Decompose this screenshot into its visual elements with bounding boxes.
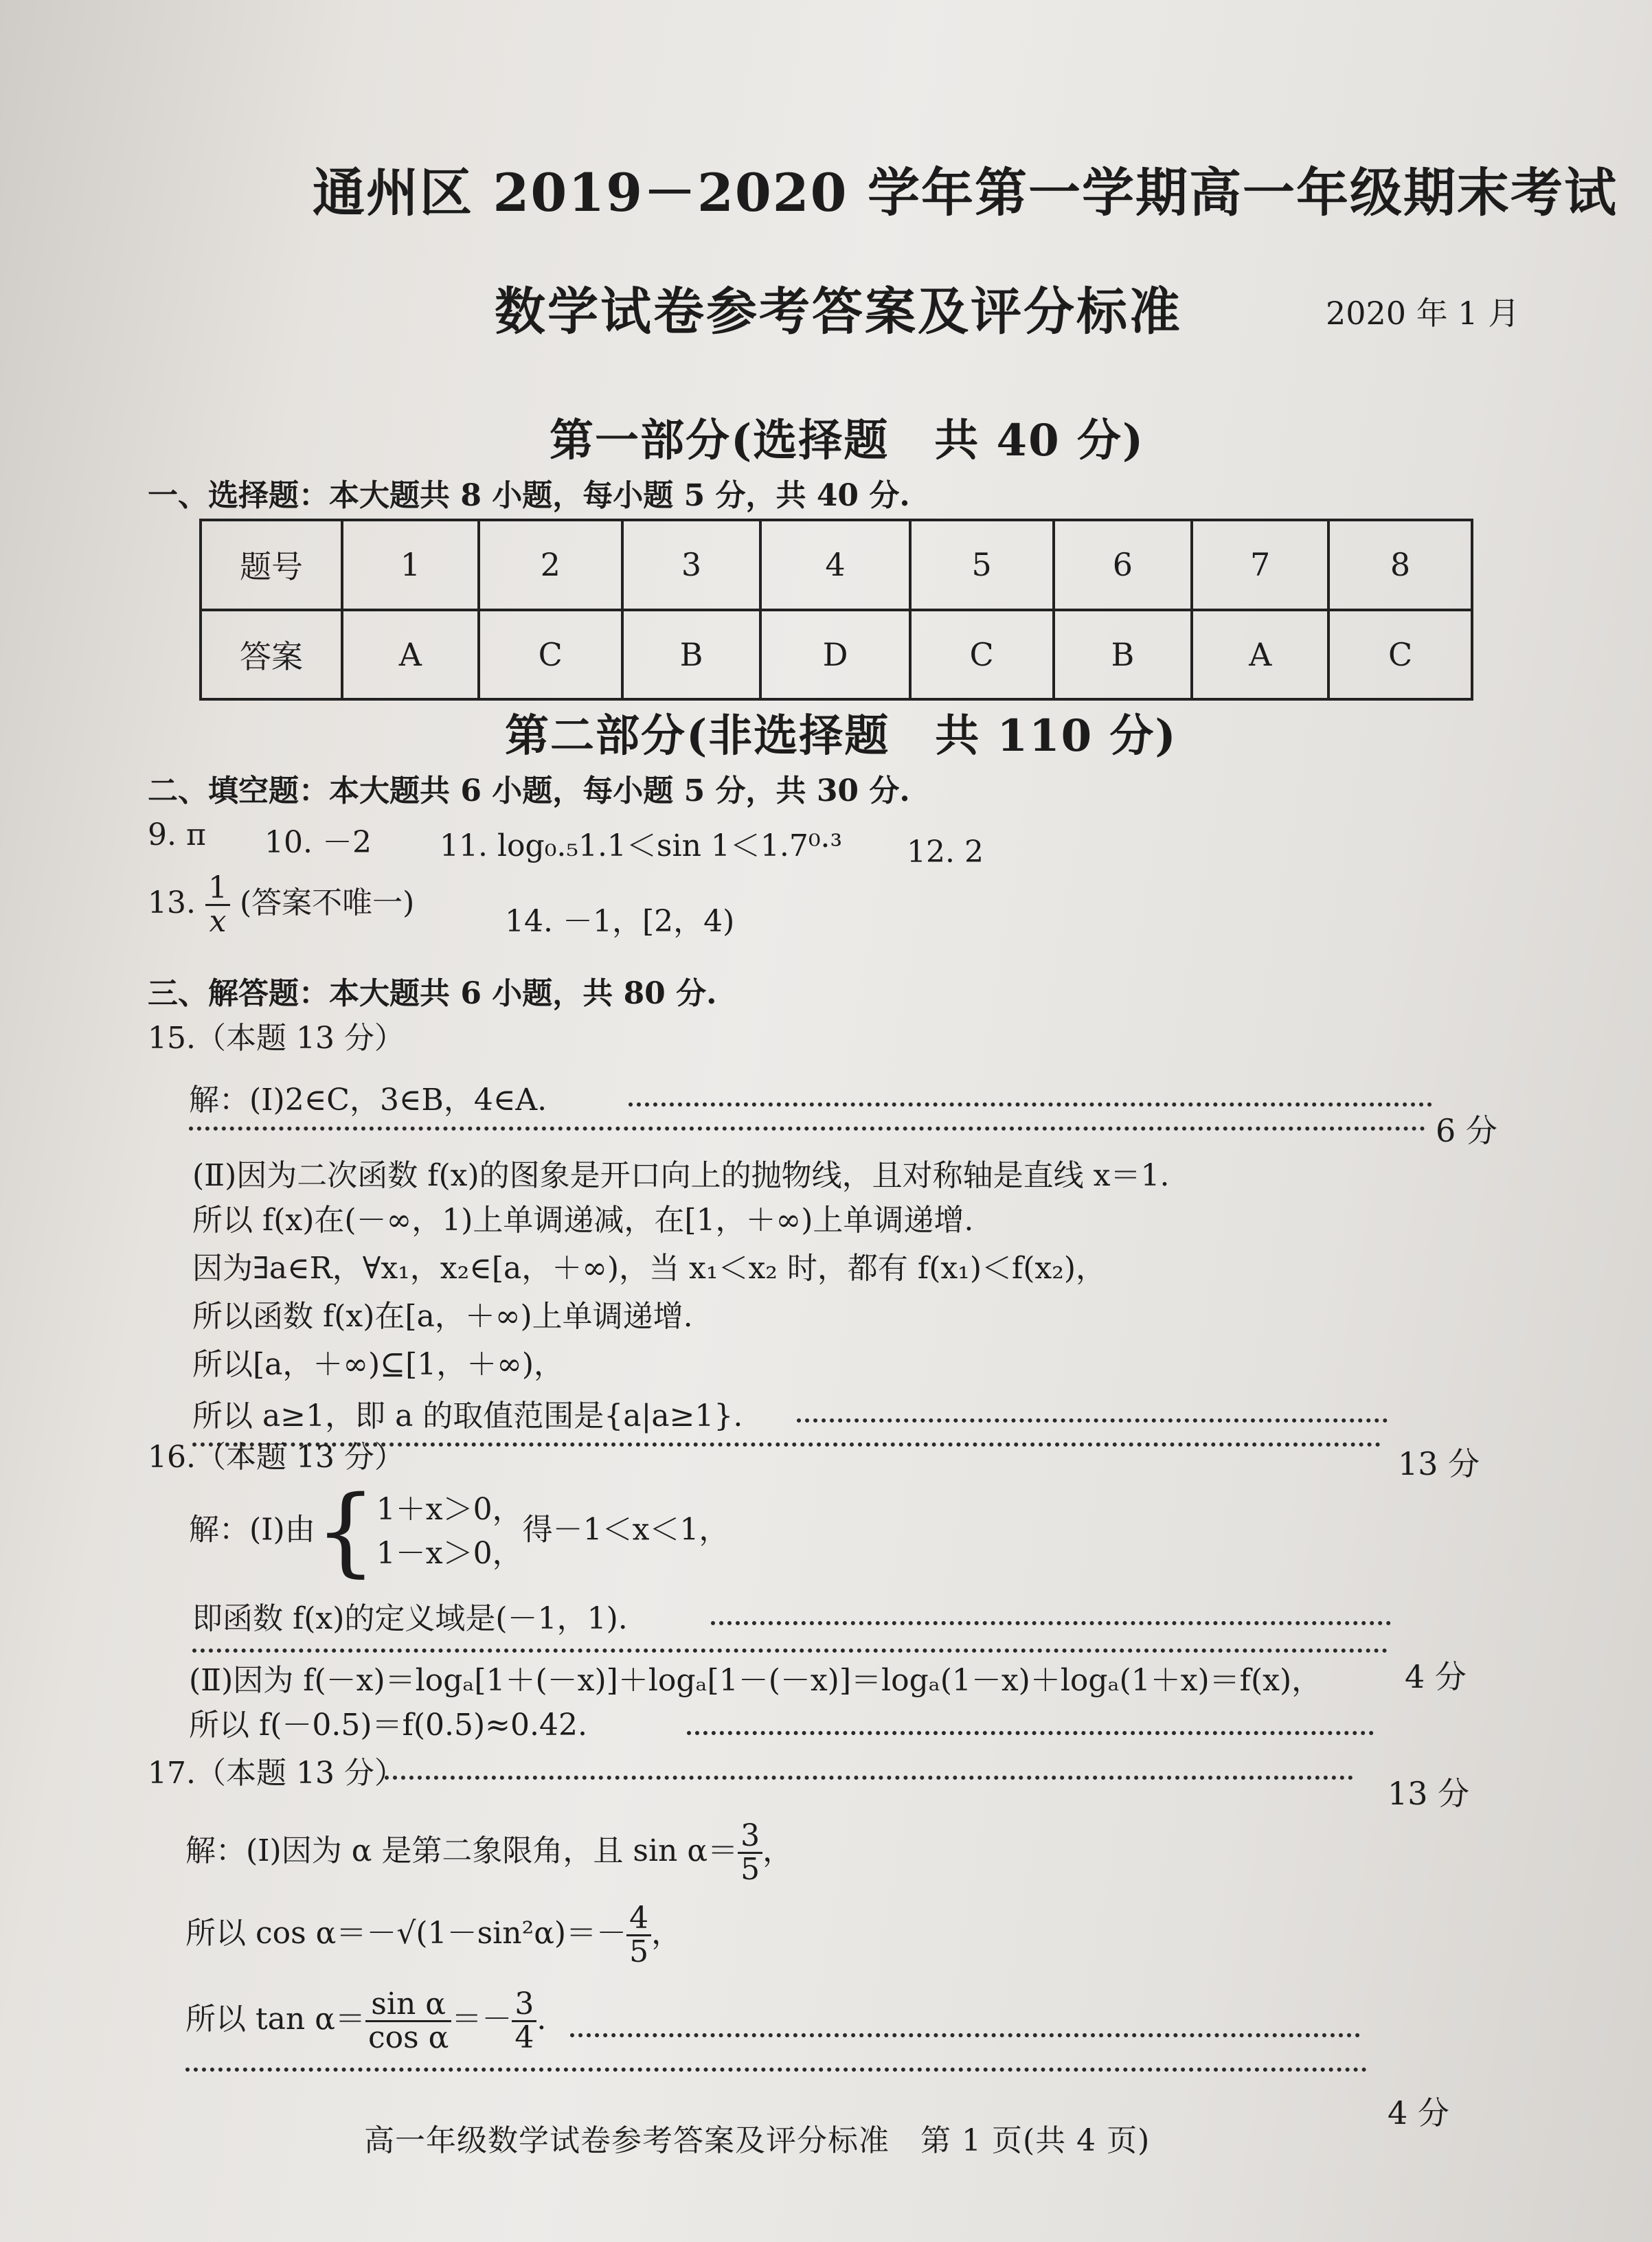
fraction — [626, 1903, 651, 1968]
table-cell: C — [910, 610, 1054, 700]
fraction-numerator: 1 — [205, 872, 230, 906]
q17-text: ， — [651, 1916, 682, 1951]
document-date: 2020 年 1 月 — [1326, 295, 1520, 332]
fraction-numerator: 4 — [626, 1903, 651, 1936]
q17-text: 所以 cos α＝－√(1－sin²α)＝－ — [185, 1916, 627, 1951]
fraction-numerator: 3 — [738, 1820, 762, 1854]
table-header-number: 题号 — [201, 520, 342, 610]
multiple-choice-section-label: 一、选择题：本大题共 8 小题，每小题 5 分，共 40 分. — [148, 478, 910, 513]
q15-line: 所以 a≥1，即 a 的取值范围是{a|a≥1}. — [192, 1399, 743, 1434]
score-mark: 6 分 — [1436, 1112, 1497, 1149]
q17-text: . — [536, 2002, 547, 2037]
table-cell: C — [1328, 610, 1472, 700]
dotted-leader — [711, 1621, 1391, 1625]
dotted-leader — [629, 1102, 1432, 1107]
q15-line: 所以[a，＋∞)⊆[1，＋∞)， — [192, 1347, 565, 1382]
fill-in-section-label: 二、填空题：本大题共 6 小题，每小题 5 分，共 30 分. — [148, 773, 910, 808]
q16-prefix: 解：(Ⅰ)由 — [189, 1512, 315, 1548]
table-cell: A — [1192, 610, 1328, 700]
table-row — [201, 610, 1472, 700]
answer-14: 14. －1，[2，4) — [505, 904, 735, 939]
document-title: 数学试卷参考答案及评分标准 — [495, 282, 1182, 341]
q17-text: ＝－ — [451, 2002, 512, 2037]
q17-text: 所以 tan α＝ — [185, 2002, 365, 2037]
fraction-denominator: cos α — [367, 2020, 449, 2056]
part2-heading: 第二部分(非选择题 共 110 分) — [505, 710, 1177, 762]
answer-13-note: (答案不唯一) — [239, 885, 415, 921]
fraction-denominator: 5 — [629, 1934, 649, 1970]
q15-line: 所以 f(x)在(－∞，1)上单调递减，在[1，＋∞)上单调递增. — [192, 1203, 974, 1238]
fraction-denominator: 4 — [514, 2020, 534, 2056]
answer-11: 11. log₀.₅1.1＜sin 1＜1.7⁰·³ — [440, 828, 843, 863]
q17-line — [185, 1820, 793, 1886]
q16-line: 即函数 f(x)的定义域是(－1，1). — [192, 1601, 628, 1636]
page-footer: 高一年级数学试卷参考答案及评分标准 第 1 页(共 4 页) — [364, 2123, 1151, 2158]
q16-line — [189, 1475, 729, 1587]
score-mark: 4 分 — [1388, 2094, 1449, 2131]
table-cell: 8 — [1328, 520, 1472, 610]
score-mark: 4 分 — [1405, 1658, 1467, 1695]
table-cell: D — [760, 610, 909, 700]
exam-title: 通州区 2019－2020 学年第一学期高一年级期末考试 — [313, 162, 1618, 223]
table-cell: B — [622, 610, 761, 700]
dotted-leader — [687, 1731, 1374, 1735]
table-cell: C — [479, 610, 622, 700]
score-mark: 13 分 — [1398, 1445, 1480, 1482]
dotted-leader — [570, 2033, 1360, 2037]
q15-header: 15.（本题 13 分） — [148, 1021, 405, 1056]
dotted-leader — [385, 1776, 1353, 1780]
q16-header: 16.（本题 13 分） — [148, 1440, 405, 1475]
inequality-2: 1－x＞0， — [376, 1536, 523, 1571]
fraction — [512, 1986, 536, 2056]
table-cell: 5 — [910, 520, 1054, 610]
answer-12: 12. 2 — [907, 835, 984, 870]
score-mark: 13 分 — [1388, 1775, 1470, 1812]
solution-section-label: 三、解答题：本大题共 6 小题，共 80 分. — [148, 976, 717, 1011]
table-cell: 1 — [342, 520, 479, 610]
q17-text: 解：(Ⅰ)因为 α 是第二象限角，且 sin α＝ — [185, 1833, 738, 1869]
table-cell: 2 — [479, 520, 622, 610]
fraction-numerator: sin α — [365, 1989, 451, 2022]
answer-table — [199, 519, 1473, 701]
q16-line: 所以 f(－0.5)＝f(0.5)≈0.42. — [189, 1708, 587, 1743]
fraction — [365, 1986, 451, 2056]
table-cell: 6 — [1054, 520, 1192, 610]
inequality-system — [376, 1488, 523, 1576]
part1-heading: 第一部分(选择题 共 40 分) — [550, 415, 1145, 466]
dotted-leader — [189, 1126, 1425, 1131]
inequality-1: 1＋x＞0， — [376, 1492, 523, 1528]
table-cell: 7 — [1192, 520, 1328, 610]
fraction — [738, 1820, 762, 1886]
q15-line: 因为∃a∈R，∀x₁，x₂∈[a，＋∞)，当 x₁＜x₂ 时，都有 f(x₁)＜f(x₂)， — [192, 1251, 1107, 1286]
answer-9: 9. π — [148, 817, 206, 852]
q15-line: 解：(Ⅰ)2∈C，3∈B，4∈A. — [189, 1083, 547, 1118]
table-cell: A — [342, 610, 479, 700]
table-cell: 3 — [622, 520, 761, 610]
table-header-answer: 答案 — [201, 610, 342, 700]
dotted-leader — [185, 2068, 1367, 2072]
fraction-denominator: 5 — [740, 1852, 760, 1888]
answer-10: 10. －2 — [264, 825, 372, 860]
brace-symbol: { — [315, 1475, 376, 1587]
q16-line: (Ⅱ)因为 f(－x)＝logₐ[1＋(－x)]＋logₐ[1－(－x)]＝logₐ(1－x)＋logₐ(1＋x)＝f(x)， — [189, 1663, 1322, 1698]
q17-line — [185, 1903, 681, 1968]
table-cell: B — [1054, 610, 1192, 700]
q17-header: 17.（本题 13 分） — [148, 1756, 405, 1791]
answer-13 — [148, 872, 414, 938]
q17-line — [185, 1986, 547, 2056]
dotted-leader — [797, 1418, 1388, 1423]
q15-line: 所以函数 f(x)在[a，＋∞)上单调递增. — [192, 1299, 693, 1334]
q15-line: (Ⅱ)因为二次函数 f(x)的图象是开口向上的抛物线，且对称轴是直线 x＝1. — [192, 1158, 1170, 1193]
answer-13-fraction — [205, 872, 230, 938]
q16-suffix: 得－1＜x＜1， — [522, 1512, 729, 1548]
fraction-numerator: 3 — [512, 1989, 536, 2022]
dotted-leader — [192, 1649, 1388, 1653]
answer-13-label: 13. — [148, 885, 196, 921]
table-cell: 4 — [760, 520, 909, 610]
fraction-denominator: x — [209, 904, 227, 940]
table-row — [201, 520, 1472, 610]
q17-text: ， — [762, 1833, 793, 1869]
